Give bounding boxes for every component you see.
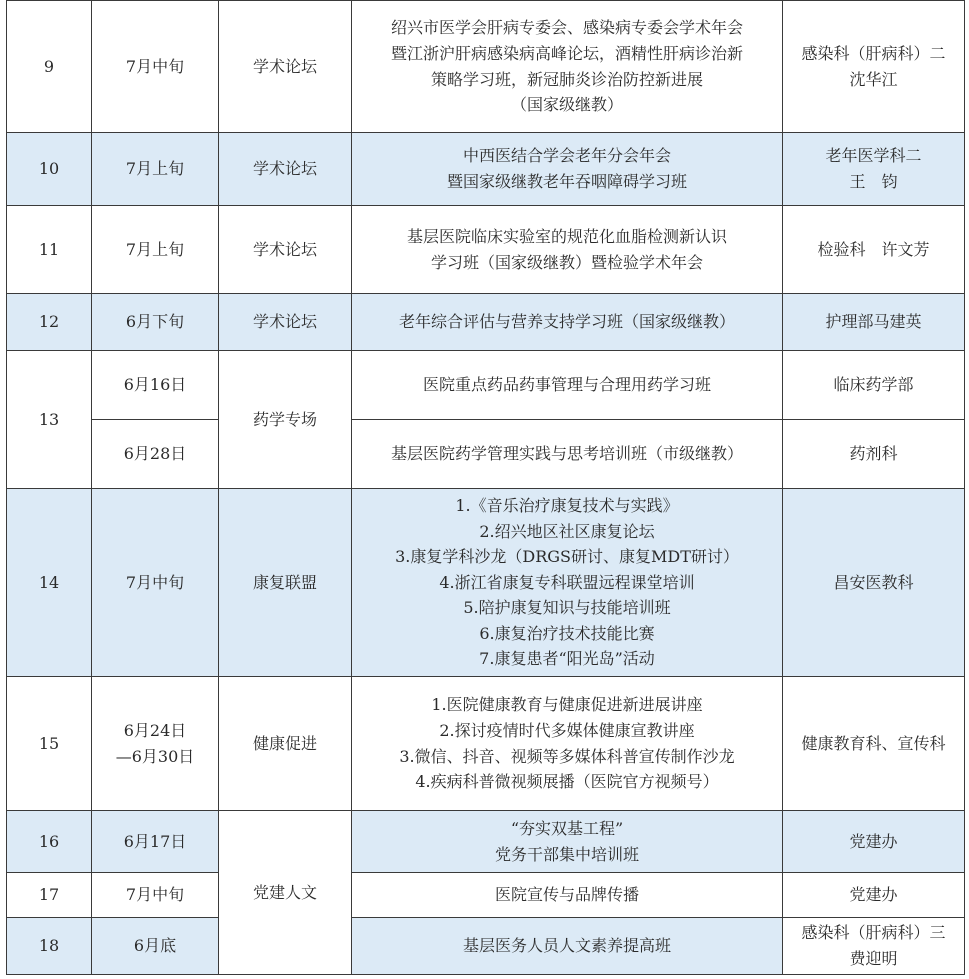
row-number: 12 (7, 294, 92, 351)
category-cell: 学术论坛 (219, 1, 352, 133)
department-cell (783, 918, 965, 975)
schedule-table (6, 0, 965, 975)
table-row (7, 351, 965, 420)
date-cell: 6月下旬 (92, 294, 219, 351)
table-row (7, 873, 965, 918)
date-cell: 7月上旬 (92, 133, 219, 206)
content-line: 策略学习班，新冠肺炎诊治防控新进展 (430, 69, 703, 89)
department-line: 昌安医教科 (833, 572, 914, 592)
row-number: 15 (7, 677, 92, 811)
department-cell (783, 133, 965, 206)
content-cell (352, 1, 783, 133)
content-line: 暨国家级继教老年吞咽障碍学习班 (446, 172, 687, 191)
content-line: 医院宣传与品牌传播 (494, 885, 639, 905)
category-cell: 健康促进 (219, 677, 352, 811)
department-line: 沈华江 (849, 69, 898, 89)
content-cell (352, 811, 783, 873)
date-cell: 6月17日 (92, 811, 219, 873)
department-cell (783, 206, 965, 294)
content-line: “夯实双基工程” (510, 818, 624, 838)
content-line: 6.康复治疗技术技能比赛 (479, 623, 655, 643)
content-cell (352, 873, 783, 918)
category-cell: 药学专场 (219, 351, 352, 489)
content-line: 暨江浙沪肝病感染病高峰论坛，酒精性肝病诊治新 (390, 43, 743, 63)
content-line: 老年综合评估与营养支持学习班（国家级继教） (398, 312, 735, 332)
department-line: 检验科 许文芳 (817, 239, 930, 259)
department-cell (783, 1, 965, 133)
content-line: 5.陪护康复知识与技能培训班 (463, 598, 671, 618)
row-number: 14 (7, 489, 92, 677)
content-line: （国家级继教） (510, 95, 623, 115)
content-line: 1.医院健康教育与健康促进新进展讲座 (431, 695, 703, 715)
department-line: 党建办 (849, 885, 898, 905)
table-row (7, 677, 965, 811)
date-cell: 6月16日 (92, 351, 219, 420)
date-line: —6月30日 (115, 746, 195, 766)
department-line: 王 钧 (849, 172, 898, 191)
content-cell (352, 351, 783, 420)
content-line: 4.疾病科普微视频展播（医院官方视频号） (415, 772, 719, 792)
row-number: 9 (7, 1, 92, 133)
content-cell (352, 294, 783, 351)
table-row (7, 420, 965, 489)
department-cell (783, 811, 965, 873)
content-cell (352, 489, 783, 677)
table-row (7, 918, 965, 975)
content-cell (352, 420, 783, 489)
department-cell (783, 677, 965, 811)
date-cell: 6月底 (92, 918, 219, 975)
date-line: 6月24日 (123, 720, 187, 740)
category-cell: 学术论坛 (219, 294, 352, 351)
category-cell: 学术论坛 (219, 206, 352, 294)
date-cell: 7月上旬 (92, 206, 219, 294)
content-line: 4.浙江省康复专科联盟远程课堂培训 (439, 572, 695, 592)
content-line: 3.微信、抖音、视频等多媒体科普宣传制作沙龙 (399, 746, 735, 766)
table-row (7, 811, 965, 873)
department-cell (783, 351, 965, 420)
date-cell (92, 677, 219, 811)
content-line: 基层医务人员人文素养提高班 (462, 936, 671, 956)
content-line: 2.绍兴地区社区康复论坛 (479, 521, 655, 541)
department-line: 护理部马建英 (825, 312, 922, 332)
content-line: 基层医院药学管理实践与思考培训班（市级继教） (390, 444, 743, 464)
content-line: 绍兴市医学会肝病专委会、感染病专委会学术年会 (390, 18, 743, 38)
content-line: 2.探讨疫情时代多媒体健康宣教讲座 (439, 720, 695, 740)
content-cell (352, 206, 783, 294)
department-cell (783, 873, 965, 918)
department-line: 党建办 (849, 831, 898, 851)
department-line: 临床药学部 (833, 375, 914, 395)
department-cell (783, 420, 965, 489)
content-line: 党务干部集中培训班 (494, 844, 639, 864)
department-line: 费迎明 (849, 949, 898, 968)
department-cell (783, 489, 965, 677)
content-line: 7.康复患者“阳光岛”活动 (479, 649, 655, 669)
row-number: 17 (7, 873, 92, 918)
date-cell: 6月28日 (92, 420, 219, 489)
content-line: 3.康复学科沙龙（DRGS研讨、康复MDT研讨） (395, 547, 739, 567)
row-number: 11 (7, 206, 92, 294)
table-row (7, 489, 965, 677)
date-cell: 7月中旬 (92, 1, 219, 133)
row-number: 10 (7, 133, 92, 206)
table-row (7, 133, 965, 206)
row-number: 18 (7, 918, 92, 975)
department-line: 健康教育科、宣传科 (801, 733, 946, 753)
content-line: 基层医院临床实验室的规范化血脂检测新认识 (406, 226, 727, 246)
department-cell (783, 294, 965, 351)
content-line: 中西医结合学会老年分会年会 (462, 146, 671, 166)
row-number: 16 (7, 811, 92, 873)
department-line: 药剂科 (849, 444, 898, 464)
table-row (7, 206, 965, 294)
category-cell: 党建人文 (219, 811, 352, 975)
table-row (7, 294, 965, 351)
department-line: 老年医学科二 (825, 146, 922, 166)
category-cell: 康复联盟 (219, 489, 352, 677)
content-cell (352, 677, 783, 811)
content-cell (352, 133, 783, 206)
date-cell: 7月中旬 (92, 489, 219, 677)
content-cell (352, 918, 783, 975)
table-row (7, 1, 965, 133)
category-cell: 学术论坛 (219, 133, 352, 206)
content-line: 学习班（国家级继教）暨检验学术年会 (430, 252, 703, 272)
department-line: 感染科（肝病科）二 (801, 43, 946, 63)
department-line: 感染科（肝病科）三 (801, 923, 946, 943)
content-line: 1.《音乐治疗康复技术与实践》 (455, 495, 679, 515)
date-cell: 7月中旬 (92, 873, 219, 918)
content-line: 医院重点药品药事管理与合理用药学习班 (422, 375, 711, 395)
row-number: 13 (7, 351, 92, 489)
